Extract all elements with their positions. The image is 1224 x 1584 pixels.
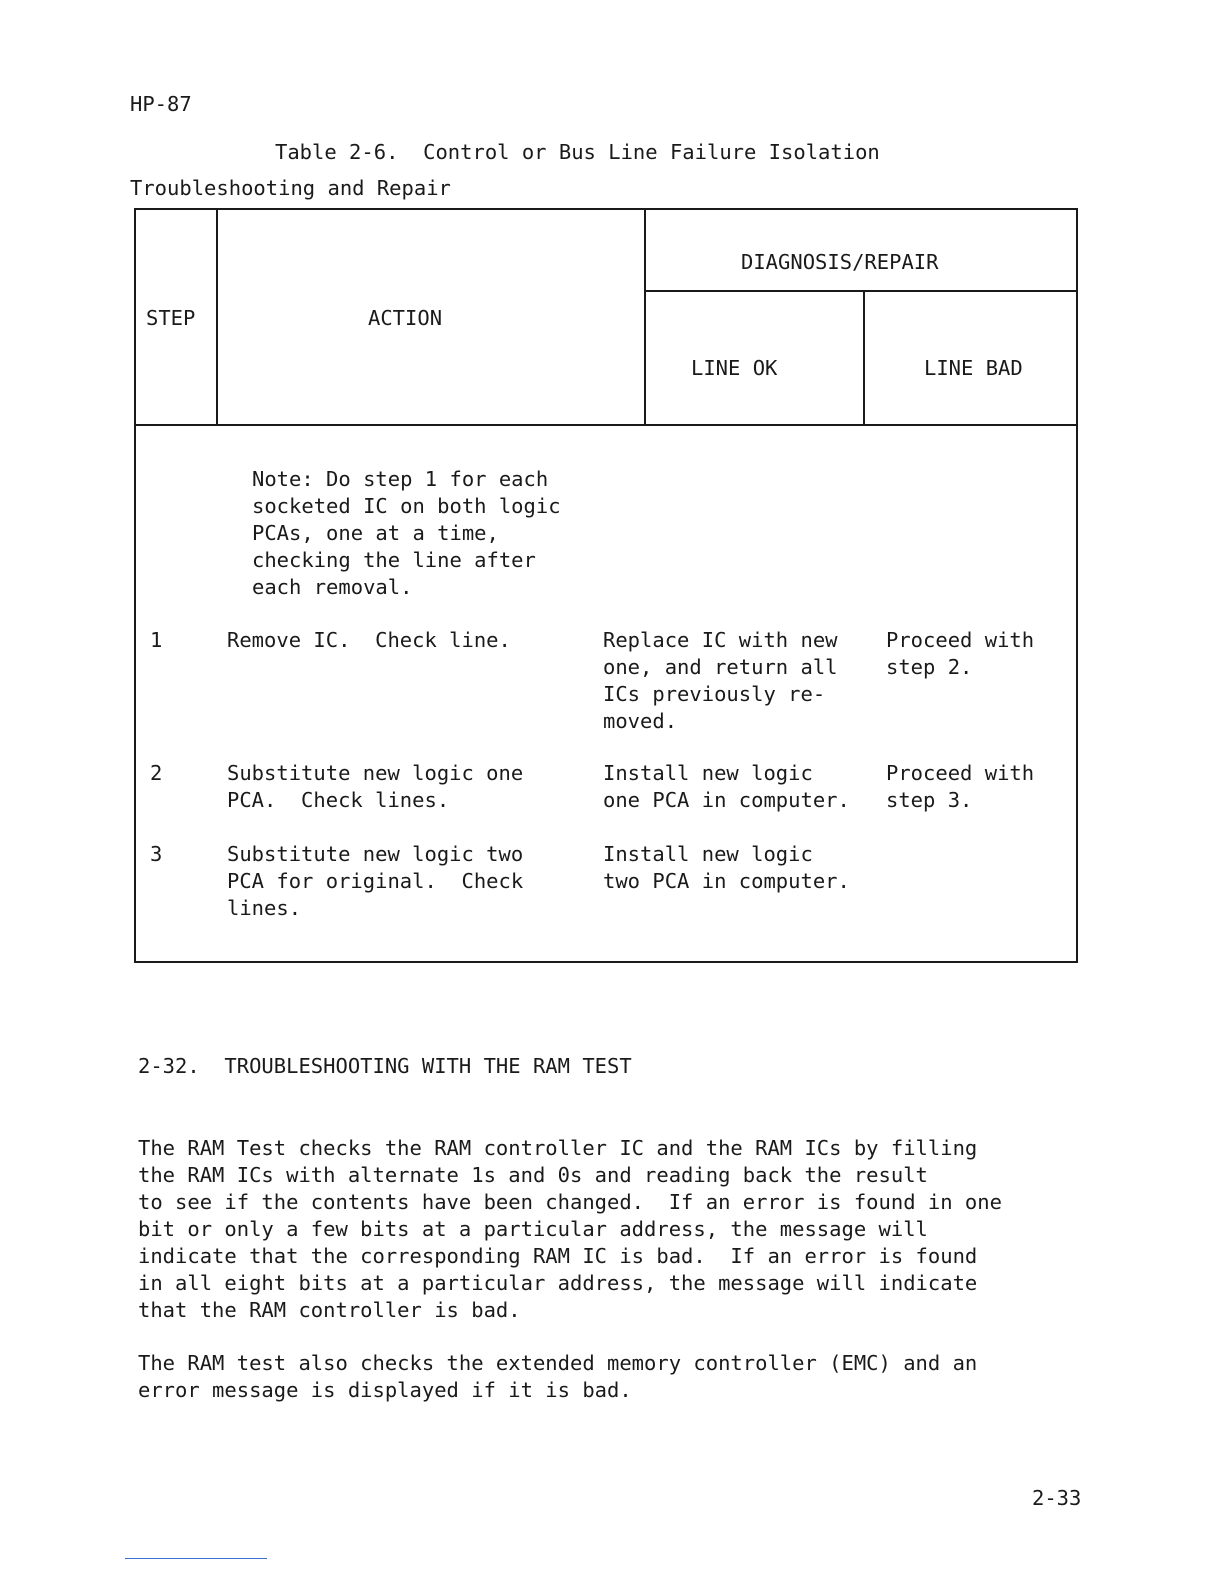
header-line-bad: LINE BAD <box>924 356 1023 380</box>
row1-step: 1 <box>150 628 163 652</box>
divider-header-body <box>136 424 1076 426</box>
row1-line-bad: Proceed with step 2. <box>886 628 1035 679</box>
paragraph-emc: The RAM test also checks the extended memory controller (EMC) and an error message is displayed if it is bad. <box>138 1351 978 1402</box>
header-model: HP-87 <box>130 92 192 116</box>
row3-step: 3 <box>150 842 163 866</box>
header-line-ok: LINE OK <box>691 356 778 380</box>
divider-step-action <box>216 210 218 425</box>
row2-line-bad: Proceed with step 3. <box>886 761 1035 812</box>
paragraph-ram-test: The RAM Test checks the RAM controller IC and the RAM ICs by filling the RAM ICs with alternate 1s and 0s and reading back the result to see if the contents have been changed. If an error is found in one bit or only a few bits at a particular address, the message will indicate that the corresponding RAM IC is bad. If an error is found in all eight bits at a particular address, the message will indicate that the RAM controller is bad. <box>138 1136 1002 1322</box>
row1-action: Remove IC. Check line. <box>227 628 511 652</box>
header-diagnosis-repair: DIAGNOSIS/REPAIR <box>741 250 939 274</box>
header-action: ACTION <box>368 306 443 330</box>
failure-isolation-table <box>134 208 1078 963</box>
row3-action: Substitute new logic two PCA for original. Check lines. <box>227 842 524 920</box>
footer-rule <box>125 1558 267 1559</box>
row2-action: Substitute new logic one PCA. Check lines. <box>227 761 524 812</box>
row1-line-ok: Replace IC with new one, and return all ICs previously re- moved. <box>603 628 838 733</box>
row2-line-ok: Install new logic one PCA in computer. <box>603 761 850 812</box>
divider-ok-bad <box>863 291 865 425</box>
section-heading: 2-32. TROUBLESHOOTING WITH THE RAM TEST <box>138 1054 632 1078</box>
divider-action-diagnosis <box>644 210 646 425</box>
table-note: Note: Do step 1 for each socketed IC on both logic PCAs, one at a time, checking the line after each removal. <box>252 467 561 599</box>
header-section: Troubleshooting and Repair <box>130 176 451 200</box>
row3-line-ok: Install new logic two PCA in computer. <box>603 842 850 893</box>
page-number: 2-33 <box>1032 1486 1082 1510</box>
table-caption: Table 2-6. Control or Bus Line Failure Isolation <box>275 140 880 164</box>
row2-step: 2 <box>150 761 163 785</box>
header-step: STEP <box>146 306 196 330</box>
divider-diagnosis-sub <box>644 290 1078 292</box>
running-header <box>130 34 451 230</box>
